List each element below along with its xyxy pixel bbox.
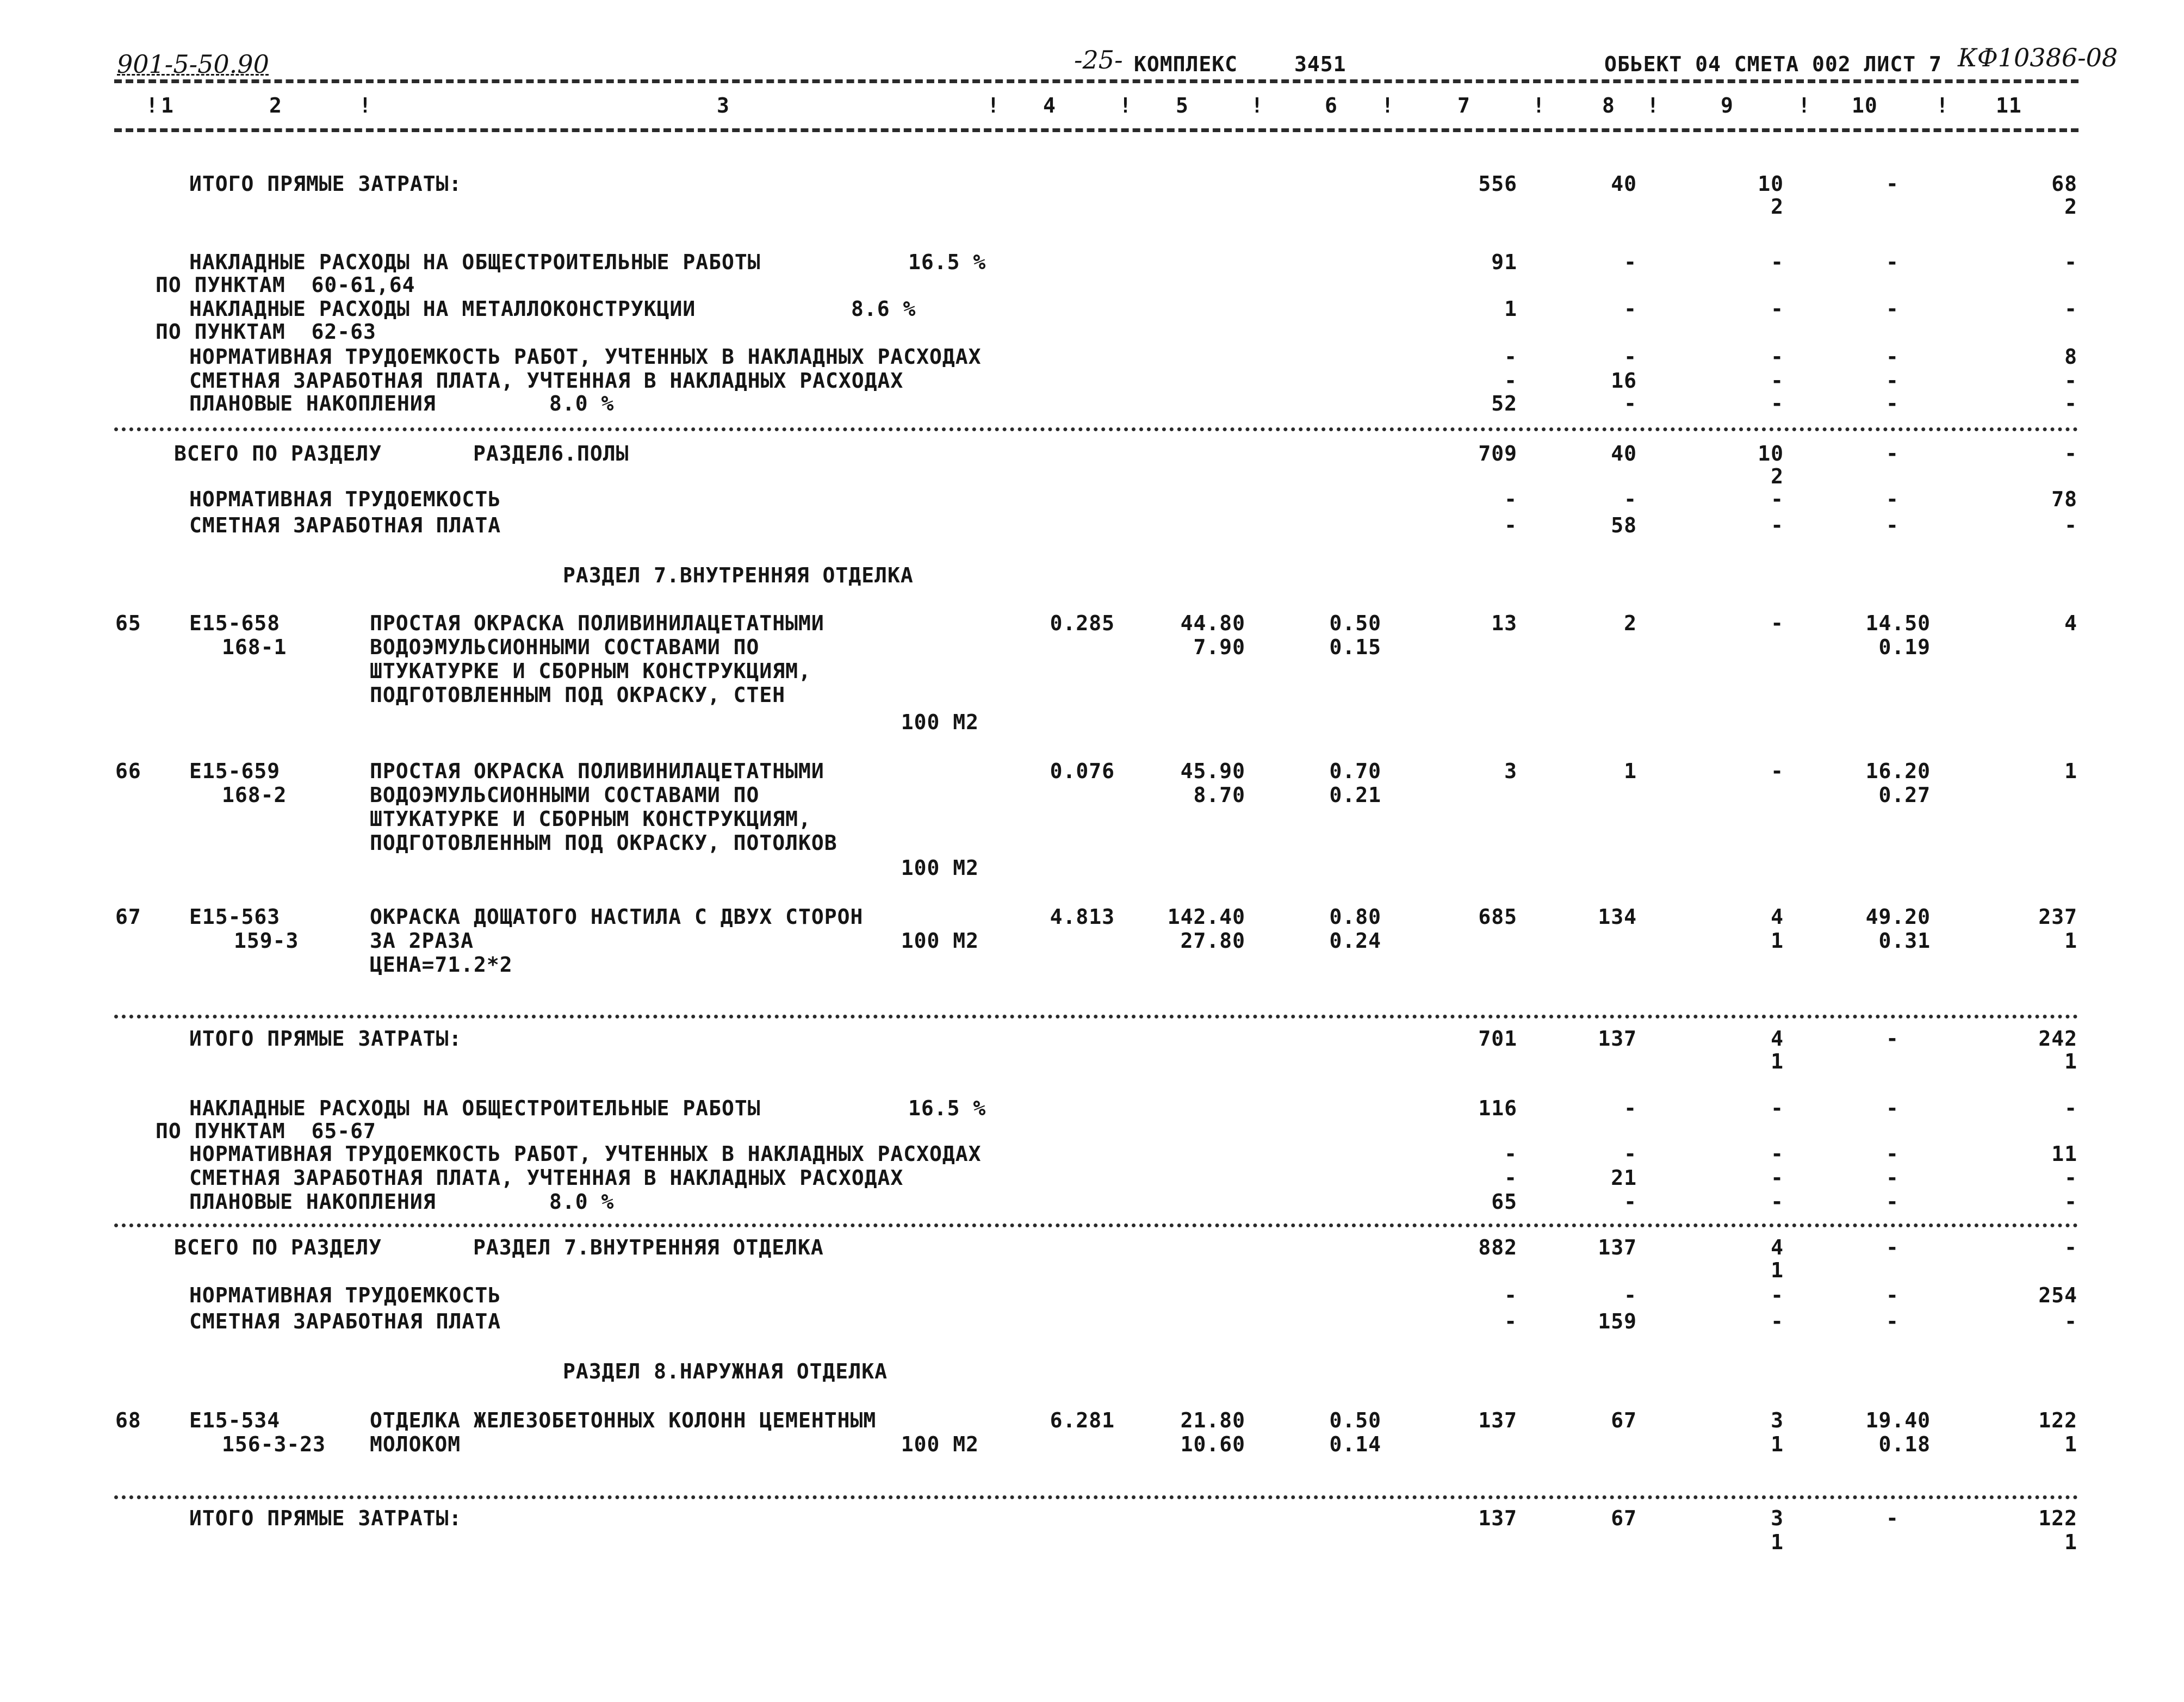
cell-c9-sub: 1: [1771, 1432, 1784, 1456]
item-unit: 100 М2: [901, 710, 979, 734]
cell-c10: -: [1886, 1506, 1899, 1530]
item-code-sub: 168-1: [222, 635, 287, 659]
cell-c6-sub: 0.21: [1329, 783, 1381, 807]
col-num-9: 9: [1721, 94, 1734, 117]
cell-c5-sub: 10.60: [1180, 1432, 1245, 1456]
col-sep: !: [1647, 94, 1660, 117]
cell-c8: -: [1624, 345, 1637, 369]
cell-c7: 91: [1491, 250, 1517, 274]
cell-c7: 13: [1491, 611, 1517, 635]
cell-c7: -: [1504, 345, 1517, 369]
item-code-sub: 168-2: [222, 783, 287, 807]
cell-c11: -: [2064, 250, 2077, 274]
cell-c11: -: [2064, 442, 2077, 465]
cell-c9: 10: [1758, 172, 1784, 196]
cell-c9: -: [1771, 1096, 1784, 1120]
row-label: СМЕТНАЯ ЗАРАБОТНАЯ ПЛАТА: [189, 513, 501, 537]
cell-c9: -: [1771, 759, 1784, 783]
cell-c9-sub: 2: [1771, 464, 1784, 488]
col-sep: !: [359, 94, 372, 117]
cell-c9: -: [1771, 1309, 1784, 1333]
cell-c8: -: [1624, 1096, 1637, 1120]
cell-c11: 11: [2051, 1142, 2077, 1166]
cell-c10: 19.40: [1865, 1408, 1931, 1432]
dotted-rule: [114, 1015, 2078, 1018]
row-label: ПЛАНОВЫЕ НАКОПЛЕНИЯ: [189, 392, 436, 415]
cell-c7: 709: [1478, 442, 1517, 465]
komplex-number: 3451: [1294, 52, 1347, 76]
cell-c11-sub: 1: [2064, 1432, 2077, 1456]
cell-c11: 242: [2038, 1027, 2077, 1051]
archive-stamp: КФ10386-08: [1958, 43, 2118, 72]
cell-c8: -: [1624, 250, 1637, 274]
item-number: 65: [115, 611, 141, 635]
col-num-1: 1: [161, 94, 174, 117]
col-num-11: 11: [1996, 94, 2022, 117]
cell-c10: -: [1886, 1309, 1899, 1333]
cell-c5-sub: 8.70: [1193, 783, 1245, 807]
row-label: НОРМАТИВНАЯ ТРУДОЕМКОСТЬ: [189, 1283, 501, 1307]
cell-c9: -: [1771, 513, 1784, 537]
cell-c7: -: [1504, 513, 1517, 537]
cell-c8: 58: [1611, 513, 1637, 537]
cell-c7: -: [1504, 487, 1517, 511]
cell-c11: -: [2064, 1166, 2077, 1190]
item-code-sub: 159-3: [234, 929, 299, 953]
cell-c10: 16.20: [1865, 759, 1931, 783]
item-desc-line: ВОДОЭМУЛЬСИОННЫМИ СОСТАВАМИ ПО: [370, 783, 760, 807]
col-num-7: 7: [1457, 94, 1471, 117]
cell-c7: 1: [1504, 297, 1517, 321]
cell-c8: -: [1624, 487, 1637, 511]
dotted-rule: [114, 427, 2078, 431]
row-label: НОРМАТИВНАЯ ТРУДОЕМКОСТЬ РАБОТ, УЧТЕННЫХ В НАКЛАДНЫХ РАСХОДАХ: [189, 345, 982, 369]
cell-c9: -: [1771, 1142, 1784, 1166]
cell-c7: -: [1504, 1283, 1517, 1307]
cell-c4: 6.281: [1050, 1408, 1115, 1432]
cell-c11: 122: [2038, 1506, 2077, 1530]
item-desc-line: ПРОСТАЯ ОКРАСКА ПОЛИВИНИЛАЦЕТАТНЫМИ: [370, 611, 824, 635]
rate: 16.5 %: [908, 1096, 986, 1120]
cell-c9: -: [1771, 392, 1784, 415]
cell-c8: 21: [1611, 1166, 1637, 1190]
cell-c7: -: [1504, 369, 1517, 393]
cell-c9: -: [1771, 1283, 1784, 1307]
cell-c11: 4: [2064, 611, 2077, 635]
cell-c9: -: [1771, 487, 1784, 511]
cell-c11: -: [2064, 369, 2077, 393]
cell-c6: 0.50: [1329, 1408, 1381, 1432]
cell-c10: -: [1886, 1166, 1899, 1190]
cell-c7: 882: [1478, 1235, 1517, 1259]
cell-c8: -: [1624, 297, 1637, 321]
cell-c9: 10: [1758, 442, 1784, 465]
cell-c9: -: [1771, 369, 1784, 393]
cell-c4: 4.813: [1050, 905, 1115, 929]
items-label: ПО ПУНКТАМ 62-63: [156, 320, 376, 344]
item-code: Е15-563: [189, 905, 281, 929]
cell-c11-sub: 2: [2064, 195, 2077, 219]
cell-c10: -: [1886, 513, 1899, 537]
cell-c9: 4: [1771, 1235, 1784, 1259]
cell-c11-sub: 1: [2064, 1530, 2077, 1554]
cell-c8: 2: [1624, 611, 1637, 635]
cell-c8: 40: [1611, 442, 1637, 465]
cell-c7: 685: [1478, 905, 1517, 929]
item-number: 67: [115, 905, 141, 929]
cell-c6-sub: 0.14: [1329, 1432, 1381, 1456]
row-label: НАКЛАДНЫЕ РАСХОДЫ НА ОБЩЕСТРОИТЕЛЬНЫЕ РАБОТЫ: [189, 1096, 761, 1120]
col-num-5: 5: [1176, 94, 1189, 117]
cell-c8: 137: [1598, 1235, 1637, 1259]
cell-c10: -: [1886, 369, 1899, 393]
cell-c8: 1: [1624, 759, 1637, 783]
cell-c5: 45.90: [1180, 759, 1245, 783]
cell-c6: 0.50: [1329, 611, 1381, 635]
cell-c11: 254: [2038, 1283, 2077, 1307]
cell-c9: -: [1771, 250, 1784, 274]
rate: 8.0 %: [549, 1190, 615, 1214]
cell-c10: -: [1886, 1142, 1899, 1166]
cell-c10: -: [1886, 250, 1899, 274]
row-label: ИТОГО ПРЯМЫЕ ЗАТРАТЫ:: [189, 172, 462, 196]
cell-c8: 40: [1611, 172, 1637, 196]
row-label: ВСЕГО ПО РАЗДЕЛУ: [174, 1235, 382, 1259]
header-rule-bottom: [114, 128, 2078, 132]
cell-c11: 78: [2051, 487, 2077, 511]
item-unit: 100 М2: [901, 929, 979, 953]
item-desc-line: ПОДГОТОВЛЕННЫМ ПОД ОКРАСКУ, СТЕН: [370, 683, 786, 707]
item-desc-line: ПОДГОТОВЛЕННЫМ ПОД ОКРАСКУ, ПОТОЛКОВ: [370, 831, 837, 855]
cell-c11-sub: 1: [2064, 929, 2077, 953]
row-label: НОРМАТИВНАЯ ТРУДОЕМКОСТЬ: [189, 487, 501, 511]
cell-c8: 67: [1611, 1506, 1637, 1530]
cell-c8: -: [1624, 392, 1637, 415]
cell-c11: -: [2064, 297, 2077, 321]
cell-c4: 0.076: [1050, 759, 1115, 783]
item-desc-line: ШТУКАТУРКЕ И СБОРНЫМ КОНСТРУКЦИЯМ,: [370, 659, 811, 683]
item-desc-line: ОТДЕЛКА ЖЕЛЕЗОБЕТОННЫХ КОЛОНН ЦЕМЕНТНЫМ: [370, 1408, 877, 1432]
cell-c6: 0.70: [1329, 759, 1381, 783]
cell-c11-sub: 1: [2064, 1049, 2077, 1073]
item-unit: 100 М2: [901, 856, 979, 880]
item-code: Е15-534: [189, 1408, 281, 1432]
cell-c10: -: [1886, 297, 1899, 321]
cell-c10: -: [1886, 1235, 1899, 1259]
cell-c8: 67: [1611, 1408, 1637, 1432]
row-label: НАКЛАДНЫЕ РАСХОДЫ НА МЕТАЛЛОКОНСТРУКЦИИ: [189, 297, 696, 321]
cell-c7: 3: [1504, 759, 1517, 783]
item-desc-line: ВОДОЭМУЛЬСИОННЫМИ СОСТАВАМИ ПО: [370, 635, 760, 659]
col-sep: !: [1119, 94, 1132, 117]
cell-c6-sub: 0.15: [1329, 635, 1381, 659]
row-label: СМЕТНАЯ ЗАРАБОТНАЯ ПЛАТА: [189, 1309, 501, 1333]
cell-c5-sub: 27.80: [1180, 929, 1245, 953]
header-rule-top: [114, 79, 2078, 83]
cell-c11: -: [2064, 392, 2077, 415]
cell-c10-sub: 0.27: [1878, 783, 1931, 807]
cell-c7: 556: [1478, 172, 1517, 196]
cell-c9-sub: 1: [1771, 1049, 1784, 1073]
cell-c9: -: [1771, 297, 1784, 321]
col-num-8: 8: [1602, 94, 1615, 117]
cell-c9-sub: 1: [1771, 929, 1784, 953]
cell-c10-sub: 0.18: [1878, 1432, 1931, 1456]
col-num-4: 4: [1043, 94, 1056, 117]
col-sep: !: [1532, 94, 1546, 117]
item-code-sub: 156-3-23: [222, 1432, 326, 1456]
cell-c10: -: [1886, 1096, 1899, 1120]
cell-c9: -: [1771, 1166, 1784, 1190]
item-desc-line: ШТУКАТУРКЕ И СБОРНЫМ КОНСТРУКЦИЯМ,: [370, 807, 811, 831]
item-desc-line: ЦЕНА=71.2*2: [370, 953, 513, 977]
cell-c7: -: [1504, 1142, 1517, 1166]
cell-c10-sub: 0.31: [1878, 929, 1931, 953]
cell-c7: 52: [1491, 392, 1517, 415]
cell-c11: 68: [2051, 172, 2077, 196]
cell-c7: 116: [1478, 1096, 1517, 1120]
rate: 8.6 %: [851, 297, 916, 321]
cell-c11: 1: [2064, 759, 2077, 783]
cell-c11: -: [2064, 1190, 2077, 1214]
item-number: 66: [115, 759, 141, 783]
item-desc-line: МОЛОКОМ: [370, 1432, 461, 1456]
komplex-label: КОМПЛЕКС: [1134, 52, 1238, 76]
cell-c10: -: [1886, 1027, 1899, 1051]
cell-c11: -: [2064, 1096, 2077, 1120]
cell-c8: 137: [1598, 1027, 1637, 1051]
cell-c10: -: [1886, 487, 1899, 511]
col-sep: !: [987, 94, 1000, 117]
cell-c9-sub: 1: [1771, 1530, 1784, 1554]
object-label: ОБЬЕКТ 04 СМЕТА 002 ЛИСТ 7: [1604, 52, 1942, 76]
section-7-title: РАЗДЕЛ 7.ВНУТРЕННЯЯ ОТДЕЛКА: [563, 563, 914, 587]
dotted-rule: [114, 1495, 2078, 1499]
cell-c8: 134: [1598, 905, 1637, 929]
cell-c8: -: [1624, 1190, 1637, 1214]
item-desc-line: ОКРАСКА ДОЩАТОГО НАСТИЛА С ДВУХ СТОРОН: [370, 905, 864, 929]
cell-c10: -: [1886, 392, 1899, 415]
cell-c4: 0.285: [1050, 611, 1115, 635]
cell-c5: 44.80: [1180, 611, 1245, 635]
cell-c10: 14.50: [1865, 611, 1931, 635]
row-label: СМЕТНАЯ ЗАРАБОТНАЯ ПЛАТА, УЧТЕННАЯ В НАКЛАДНЫХ РАСХОДАХ: [189, 369, 904, 393]
section-name: РАЗДЕЛ 7.ВНУТРЕННЯЯ ОТДЕЛКА: [473, 1235, 824, 1259]
cell-c10: -: [1886, 1283, 1899, 1307]
cell-c11: -: [2064, 1309, 2077, 1333]
cell-c10-sub: 0.19: [1878, 635, 1931, 659]
item-desc-line: ЗА 2РАЗА: [370, 929, 474, 953]
cell-c11: 122: [2038, 1408, 2077, 1432]
items-label: ПО ПУНКТАМ 65-67: [156, 1119, 376, 1143]
col-num-10: 10: [1852, 94, 1878, 117]
cell-c11: 237: [2038, 905, 2077, 929]
cell-c11: -: [2064, 513, 2077, 537]
col-sep: !: [1936, 94, 1949, 117]
cell-c9: 4: [1771, 1027, 1784, 1051]
cell-c10: -: [1886, 172, 1899, 196]
rate: 8.0 %: [549, 392, 615, 415]
cell-c8: 16: [1611, 369, 1637, 393]
item-code: Е15-658: [189, 611, 281, 635]
cell-c7: 701: [1478, 1027, 1517, 1051]
col-num-3: 3: [717, 94, 730, 117]
row-label: ИТОГО ПРЯМЫЕ ЗАТРАТЫ:: [189, 1506, 462, 1530]
cell-c5-sub: 7.90: [1193, 635, 1245, 659]
cell-c9-sub: 1: [1771, 1258, 1784, 1282]
col-num-2: 2: [269, 94, 282, 117]
cell-c10: -: [1886, 442, 1899, 465]
cell-c9: -: [1771, 611, 1784, 635]
item-code: Е15-659: [189, 759, 281, 783]
page-number: -25-: [1074, 45, 1123, 74]
cell-c8: 159: [1598, 1309, 1637, 1333]
item-desc-line: ПРОСТАЯ ОКРАСКА ПОЛИВИНИЛАЦЕТАТНЫМИ: [370, 759, 824, 783]
rate: 16.5 %: [908, 250, 986, 274]
cell-c10: -: [1886, 345, 1899, 369]
col-sep: !: [1381, 94, 1394, 117]
section-name: РАЗДЕЛ6.ПОЛЫ: [473, 442, 629, 465]
section-8-title: РАЗДЕЛ 8.НАРУЖНАЯ ОТДЕЛКА: [563, 1359, 888, 1383]
cell-c5: 142.40: [1167, 905, 1245, 929]
dotted-rule: [114, 1223, 2078, 1227]
cell-c7: -: [1504, 1309, 1517, 1333]
item-unit: 100 М2: [901, 1432, 979, 1456]
row-label: НАКЛАДНЫЕ РАСХОДЫ НА ОБЩЕСТРОИТЕЛЬНЫЕ РАБОТЫ: [189, 250, 761, 274]
col-sep: !: [1251, 94, 1264, 117]
row-label: ВСЕГО ПО РАЗДЕЛУ: [174, 442, 382, 465]
row-label: ПЛАНОВЫЕ НАКОПЛЕНИЯ: [189, 1190, 436, 1214]
row-label: СМЕТНАЯ ЗАРАБОТНАЯ ПЛАТА, УЧТЕННАЯ В НАКЛАДНЫХ РАСХОДАХ: [189, 1166, 904, 1190]
item-number: 68: [115, 1408, 141, 1432]
cell-c11: 8: [2064, 345, 2077, 369]
cell-c7: 137: [1478, 1408, 1517, 1432]
cell-c6: 0.80: [1329, 905, 1381, 929]
col-num-6: 6: [1325, 94, 1338, 117]
cell-c9-sub: 2: [1771, 195, 1784, 219]
row-label: НОРМАТИВНАЯ ТРУДОЕМКОСТЬ РАБОТ, УЧТЕННЫХ В НАКЛАДНЫХ РАСХОДАХ: [189, 1142, 982, 1166]
cell-c8: -: [1624, 1283, 1637, 1307]
cell-c10: -: [1886, 1190, 1899, 1214]
cell-c11: -: [2064, 1235, 2077, 1259]
cell-c9: -: [1771, 1190, 1784, 1214]
cell-c7: -: [1504, 1166, 1517, 1190]
cell-c9: 4: [1771, 905, 1784, 929]
col-sep: !: [1798, 94, 1811, 117]
cell-c9: 3: [1771, 1506, 1784, 1530]
cell-c7: 137: [1478, 1506, 1517, 1530]
row-label: ИТОГО ПРЯМЫЕ ЗАТРАТЫ:: [189, 1027, 462, 1051]
cell-c9: 3: [1771, 1408, 1784, 1432]
cell-c6-sub: 0.24: [1329, 929, 1381, 953]
doc-code: 901-5-50.90: [117, 49, 269, 79]
items-label: ПО ПУНКТАМ 60-61,64: [156, 273, 415, 297]
cell-c7: 65: [1491, 1190, 1517, 1214]
col-sep: !: [146, 94, 159, 117]
cell-c8: -: [1624, 1142, 1637, 1166]
cell-c9: -: [1771, 345, 1784, 369]
cell-c10: 49.20: [1865, 905, 1931, 929]
cell-c5: 21.80: [1180, 1408, 1245, 1432]
